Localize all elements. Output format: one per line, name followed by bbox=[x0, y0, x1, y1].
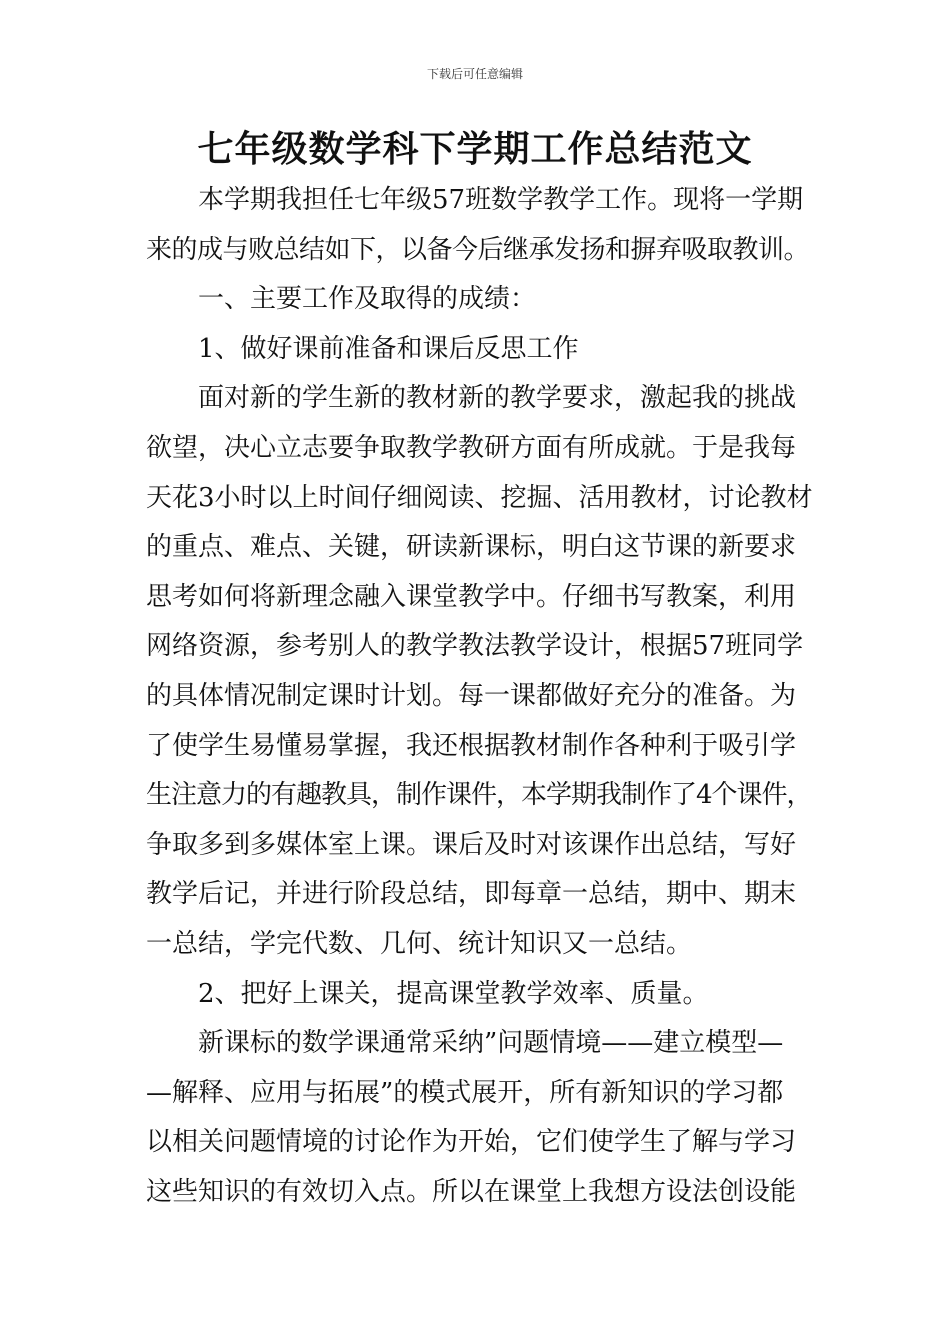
paragraph-line: —解释、应用与拓展”的模式展开，所有新知识的学习都 bbox=[146, 1077, 784, 1108]
paragraph-line: 的具体情况制定课时计划。每一课都做好充分的准备。为 bbox=[146, 680, 797, 711]
paragraph-line: 以相关问题情境的讨论作为开始，它们使学生了解与学习 bbox=[146, 1127, 797, 1158]
document-title: 七年级数学科下学期工作总结范文 bbox=[197, 129, 753, 170]
header-note: 下载后可任意编辑 bbox=[426, 67, 523, 81]
paragraph-line: 来的成与败总结如下，以备今后继承发扬和摒弃吸取教训。 bbox=[146, 234, 810, 265]
paragraph-line: 一总结，学完代数、几何、统计知识又一总结。 bbox=[146, 928, 693, 959]
paragraph-line: 欲望，决心立志要争取教学教研方面有所成就。于是我每 bbox=[146, 432, 797, 463]
subsection-heading: 1、做好课前准备和课后反思工作 bbox=[198, 333, 579, 364]
subsection-heading: 2、把好上课关，提高课堂教学效率、质量。 bbox=[198, 978, 709, 1009]
document-body bbox=[146, 176, 814, 1217]
paragraph-line: 了使学生易懂易掌握，我还根据教材制作各种利于吸引学 bbox=[146, 730, 797, 761]
paragraph-line: 思考如何将新理念融入课堂教学中。仔细书写教案，利用 bbox=[146, 581, 797, 612]
paragraph-line: 这些知识的有效切入点。所以在课堂上我想方设法创设能 bbox=[146, 1176, 797, 1207]
paragraph-line: 争取多到多媒体室上课。课后及时对该课作出总结，写好 bbox=[146, 829, 797, 860]
paragraph-line: 天花3小时以上时间仔细阅读、挖掘、活用教材，讨论教材 bbox=[146, 482, 813, 513]
paragraph-line: 网络资源，参考别人的教学教法教学设计，根据57班同学 bbox=[146, 631, 804, 662]
paragraph-line: 的重点、难点、关键，研读新课标，明白这节课的新要求 bbox=[146, 532, 797, 563]
section-heading: 一、主要工作及取得的成绩： bbox=[198, 284, 537, 315]
paragraph-line: 本学期我担任七年级57班数学教学工作。现将一学期 bbox=[198, 185, 804, 215]
paragraph-line: 新课标的数学课通常采纳”问题情境——建立模型— bbox=[198, 1028, 784, 1059]
paragraph-line: 教学后记，并进行阶段总结，即每章一总结，期中、期末 bbox=[146, 879, 797, 910]
paragraph-line: 面对新的学生新的教材新的教学要求，激起我的挑战 bbox=[198, 383, 797, 414]
paragraph-line: 生注意力的有趣教具，制作课件，本学期我制作了4个课件， bbox=[146, 780, 812, 811]
